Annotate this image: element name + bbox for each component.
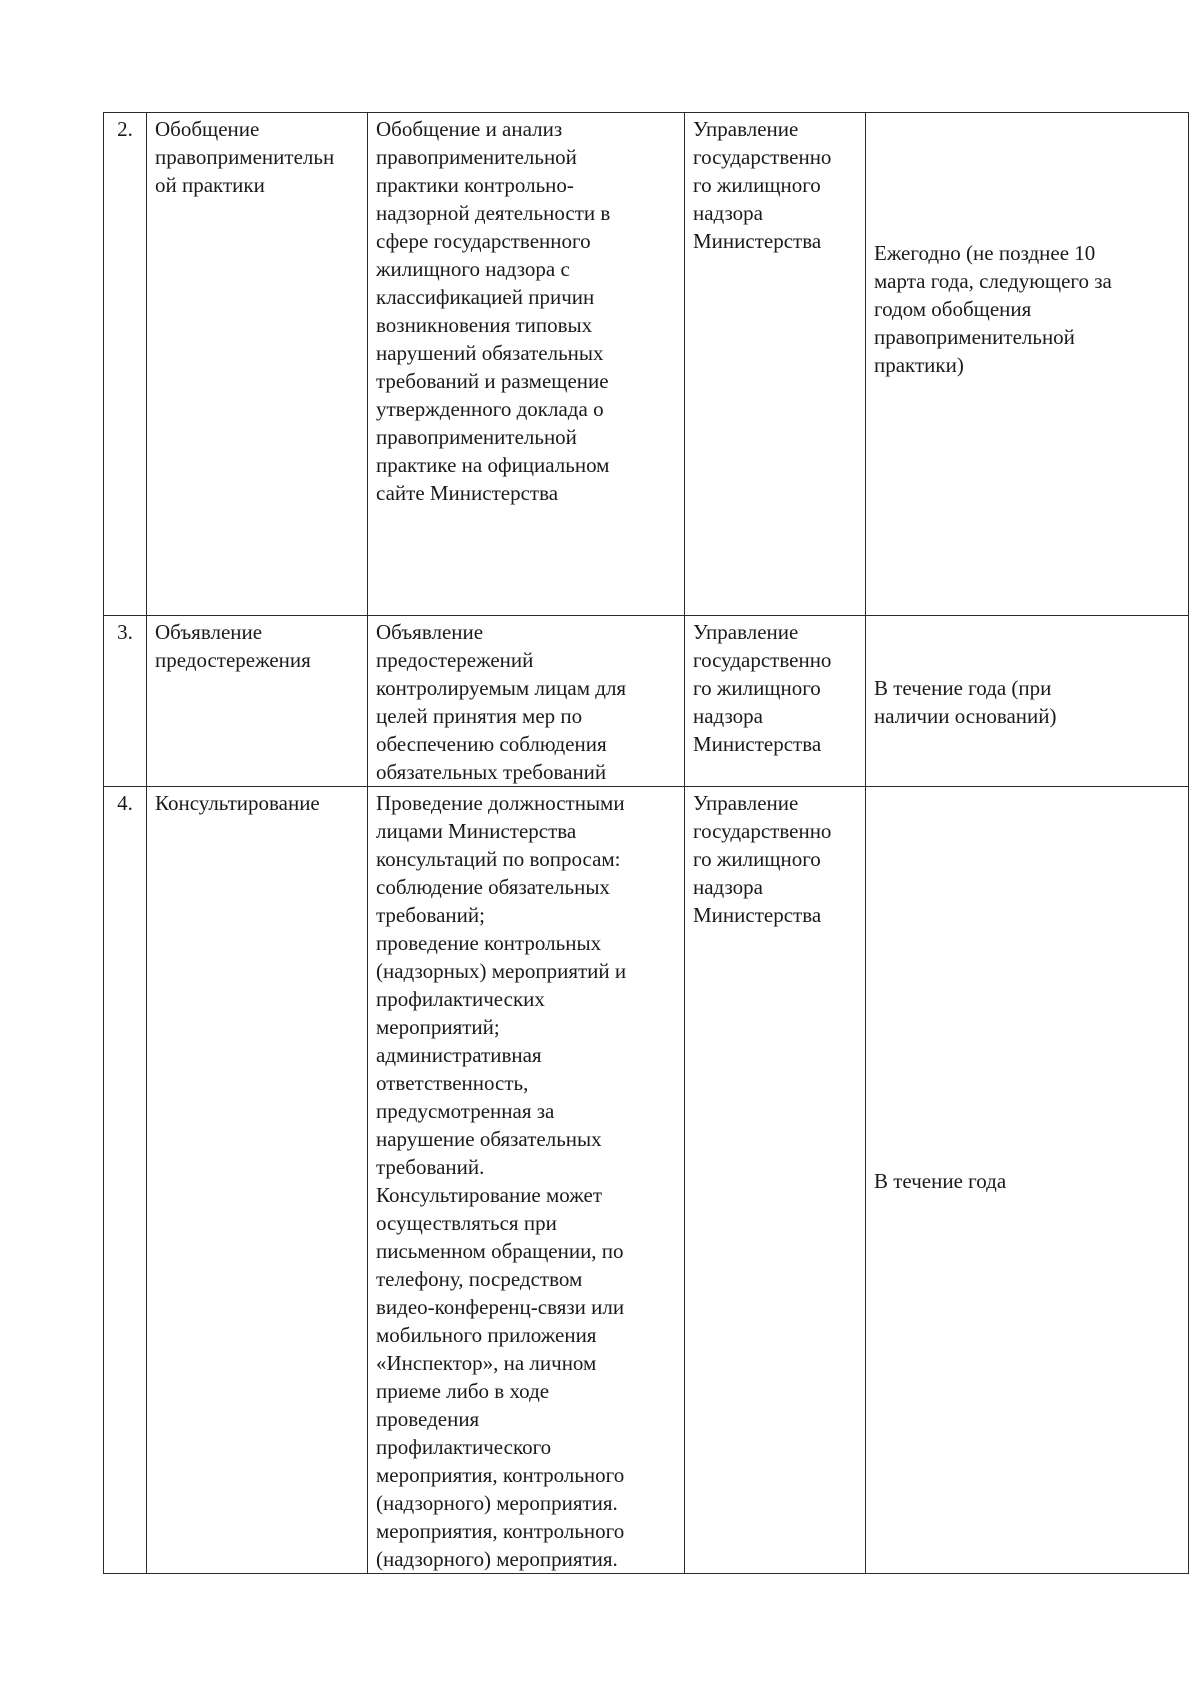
measure-name: Консультирование (147, 787, 368, 1574)
row-number: 4. (104, 787, 147, 1574)
responsible-unit: Управление государственно го жилищного надзора Министерства (685, 616, 866, 787)
measure-term: В течение года (при наличии оснований) (866, 616, 1189, 787)
measure-name: Обобщение правоприменительн ой практики (147, 113, 368, 616)
measure-description: Проведение должностными лицами Министерства консультаций по вопросам: соблюдение обязательных требований; проведение контрольных (надзорных) мероприятий и профилактических мероприятий; административная ответственность, предусмотренная за нарушение обязательных требований. Консультирование может осуществляться при письменном обращении, по телефону, посредством видео-конференц-связи или мобильного приложения «Инспектор», на личном приеме либо в ходе проведения профилактического мероприятия, контрольного (надзорного) мероприятия. мероприятия, контрольного (надзорного) мероприятия. (368, 787, 685, 1574)
responsible-unit: Управление государственно го жилищного надзора Министерства (685, 113, 866, 616)
responsible-unit: Управление государственно го жилищного надзора Министерства (685, 787, 866, 1574)
table-row (104, 787, 1189, 1574)
table-row (104, 616, 1189, 787)
measure-description: Обобщение и анализ правоприменительной практики контрольно- надзорной деятельности в сфере государственного жилищного надзора с классификацией причин возникновения типовых нарушений обязательных требований и размещение утвержденного доклада о правоприменительной практике на официальном сайте Министерства (368, 113, 685, 616)
measure-name: Объявление предостережения (147, 616, 368, 787)
row-number: 2. (104, 113, 147, 616)
measure-description: Объявление предостережений контролируемым лицам для целей принятия мер по обеспечению соблюдения обязательных требований (368, 616, 685, 787)
row-number: 3. (104, 616, 147, 787)
table-row (104, 113, 1189, 616)
measures-table (103, 112, 1189, 1574)
measure-term: Ежегодно (не позднее 10 марта года, следующего за годом обобщения правоприменительной практики) (866, 113, 1189, 616)
measure-term: В течение года (866, 787, 1189, 1574)
